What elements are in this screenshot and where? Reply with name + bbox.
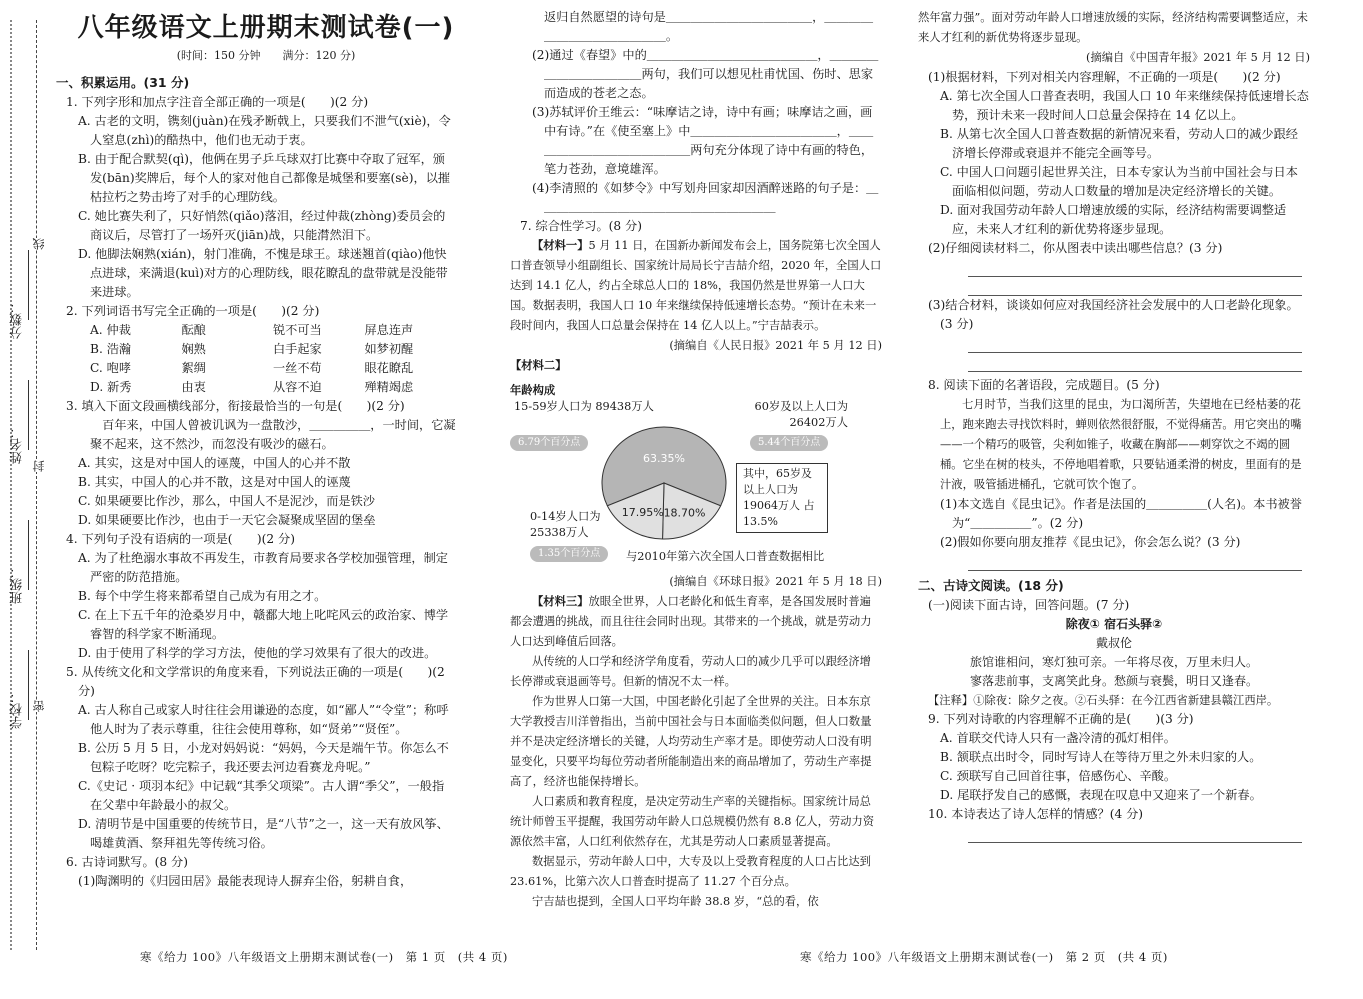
- material2-label: 【材料二】: [510, 359, 567, 372]
- q8-2: (2)假如你要向朋友推荐《昆虫记》，你会怎么说？(3 分): [940, 535, 1241, 549]
- q8-2-answer-line-1[interactable]: [968, 552, 1302, 571]
- col1-item: B. 每个中学生将来都希望自己成为有用之才。: [78, 589, 327, 603]
- poem-note: 【注释】①除夜：除夕之夜。②石头驿：在今江西省新建县赣江西岸。: [928, 694, 1279, 707]
- q10: 10. 本诗表达了诗人怎样的情感？(4 分): [928, 807, 1144, 821]
- material1-source: (摘编自《人民日报》2021 年 5 月 12 日): [669, 339, 882, 352]
- q8: 8. 阅读下面的名著语段，完成题目。(5 分): [928, 378, 1160, 392]
- col1-item: 2. 下列词语书写完全正确的一项是( )(2 分): [66, 304, 320, 318]
- q9-opt-d: D. 尾联抒发自己的感慨，表现在叹息中又迎来了一个新春。: [940, 788, 1262, 802]
- binding-strip: [0, 0, 52, 999]
- q7-1-opt-c: C. 中国人口问题引起世界关注，日本专家认为当前中国社会与日本面临相似问题，劳动人口数量的增加是决定经济增长的关键。: [940, 165, 1298, 198]
- chart-badge-1: 6.79个百分点: [510, 435, 588, 451]
- material3-continued: [918, 8, 1310, 68]
- binding-label-school: 学校：: [10, 690, 25, 729]
- col1-item: C. 在上下五千年的沧桑岁月中，赣鄱大地上叱咤风云的政治家、博学睿智的科学家不断涌现。: [78, 608, 449, 641]
- chart-title: 年龄构成: [510, 384, 556, 397]
- chart-note: 与2010年第六次全国人口普查数据相比: [626, 550, 825, 563]
- material2: [510, 356, 882, 592]
- col1-item: 一、积累运用。(31 分): [56, 75, 190, 90]
- col1-item: A. 古老的文明，镌刻(juàn)在残矛断戟上，只要我们不泄气(xiè)，令人窒息(zhì)的酷热中，他们也无动于衷。: [78, 114, 451, 147]
- section2-title: 二、古诗文阅读。(18 分): [918, 578, 1064, 593]
- binding-mark-mi: 密: [30, 700, 49, 712]
- chart-label-0-14: 0-14岁人口为 25338万人: [530, 510, 601, 539]
- binding-field-score[interactable]: [28, 250, 29, 320]
- col2-item: 7. 综合性学习。(8 分): [520, 219, 642, 233]
- binding-dotted-line: [10, 20, 12, 950]
- chart-callout: 其中，65岁及以上人口为 19064万人 占13.5%: [736, 463, 828, 533]
- option-cell: 娴熟: [181, 342, 206, 356]
- page2-column1: [918, 8, 1310, 843]
- chart-badge-3: 1.35个百分点: [530, 546, 608, 562]
- binding-mark-xian: 线: [30, 238, 49, 250]
- col1-item: 1. 下列字形和加点字注音全部正确的一项是( )(2 分): [66, 95, 369, 109]
- q7-3: (3)结合材料，谈谈如何应对我国经济社会发展中的人口老龄化现象。(3 分): [928, 298, 1299, 331]
- page1-column2: [510, 8, 882, 912]
- exam-title: 八年级语文上册期末测试卷(一): [77, 13, 455, 43]
- col1-item: B. 其实，中国人的心并不散，这是对中国人的诬蔑: [78, 475, 351, 489]
- section2-sub1: (一)阅读下面古诗，回答问题。(7 分): [928, 598, 1130, 612]
- q8-passage: [918, 395, 1310, 495]
- col1-item: D. 由于使用了科学的学习方法，使他的学习效果有了很大的改进。: [78, 646, 437, 660]
- q8-passage-text: 七月时节，当我们这里的昆虫，为口渴所苦，失望地在已经枯萎的花上，跑来跑去寻找饮料时，蝉则依然很舒服，不觉得痛苦。用它突出的嘴——一个精巧的吸管，尖利如锥子，收藏在胸部——刺穿饮之不竭的圆桶。它坐在树的枝头，不停地唱着歌，只要钻通柔滑的树皮，里面有的是汁液，吸管插进桶孔，它就可饮个饱了。: [940, 398, 1302, 491]
- material1-text: 5 月 11 日，在国新办新闻发布会上，国务院第七次全国人口普查领导小组副组长、国家统计局局长宁吉喆介绍，2020 年，全国人口达到 14.1 亿人，约占全球总人口的 18%，我国仍然是世界第一人口大国。数据表明，我国人口 10 年来继续保持低速增长态势。“预计在未来一段时间内，我国人口总量会保持在 14 亿人以上。”宁吉喆表示。: [510, 239, 882, 332]
- binding-label-class: 班级：: [10, 565, 25, 604]
- option-cell: 眼花瞭乱: [364, 361, 414, 375]
- col1-item: B. 由于配合默契(qì)，他俩在男子乒乓球双打比赛中夺取了冠军，颁发(bān)奖牌后，每个人的家对他自己都像是城堡和要塞(sè)，以摧枯拉朽之势击垮了对手的心理防线。: [78, 152, 451, 204]
- col1-item: [56, 321, 456, 340]
- col1-item: A. 古人称自己或家人时往往会用谦逊的态度，如“鄙人”“令堂”；称呼他人时为了表示尊重，往往会使用尊称，如“贤弟”“贤侄”。: [78, 703, 449, 736]
- material3-source: (摘编自《中国青年报》2021 年 5 月 12 日): [1086, 51, 1310, 64]
- q10-answer-line-1[interactable]: [968, 824, 1302, 843]
- material3-para-1: 从传统的人口学和经济学角度看，劳动人口的减少几乎可以跟经济增长停滞或衰退画等号。但新的情况不太一样。: [510, 655, 871, 688]
- q7-1-opt-d: D. 面对我国劳动年龄人口增速放缓的实际，经济结构需要调整适应，未来人才红利的新优势将逐步显现。: [940, 203, 1287, 236]
- col1-item: A. 为了杜绝溺水事故不再发生，市教育局要求各学校加强管理，制定严密的防范措施。: [78, 551, 448, 584]
- pie-slice-label: 17.95%: [621, 505, 664, 519]
- col1-item: [56, 378, 456, 397]
- option-cell: 由衷: [181, 380, 206, 394]
- q7-2-answer-line-2[interactable]: [968, 277, 1302, 296]
- col2-item: 返归自然愿望的诗句是＿＿＿＿＿＿＿＿＿＿＿＿，＿＿＿＿＿＿＿＿＿＿＿＿＿＿。: [544, 10, 874, 43]
- binding-label-score: 分数：: [10, 300, 25, 339]
- option-cell: 锐不可当: [273, 323, 322, 337]
- q7-2-answer-line-1[interactable]: [968, 258, 1302, 277]
- col2-item: (2)通过《春望》中的＿＿＿＿＿＿＿＿＿＿＿＿＿＿，＿＿＿＿＿＿＿＿＿＿＿＿两句，我们可以想见杜甫忧国、伤时、思家而造成的苍老之态。: [532, 48, 879, 100]
- poem-line-1: 旅馆谁相问，寒灯独可亲。一年将尽夜，万里未归人。: [969, 655, 1258, 669]
- col1-item: (1)陶渊明的《归园田居》最能表现诗人摒弃尘俗，躬耕自食，: [78, 874, 413, 888]
- q7-1-opt-a: A. 第七次全国人口普查表明，我国人口 10 年来继续保持低速增长态势，预计未来一段时间人口总量会保持在 14 亿以上。: [940, 89, 1309, 122]
- pie-svg: [510, 381, 882, 571]
- q9: 9. 下列对诗歌的内容理解不正确的是( )(3 分): [928, 712, 1194, 726]
- col1-item: 5. 从传统文化和文学常识的角度来看，下列说法正确的一项是( )(2 分): [66, 665, 445, 698]
- binding-field-class[interactable]: [28, 520, 29, 590]
- col1-item: 6. 古诗词默写。(8 分): [66, 855, 188, 869]
- col1-item: B. 公历 5 月 5 日，小龙对妈妈说：“妈妈，今天是端午节。你怎么不包粽子吃呀？吃完粽子，我还要去河边看赛龙舟呢。”: [78, 741, 449, 774]
- col1-item: [56, 359, 456, 378]
- col1-item: [56, 340, 456, 359]
- q7-2: (2)仔细阅读材料二，你从图表中读出哪些信息？(3 分): [928, 241, 1223, 255]
- binding-label-name: 姓名：: [10, 425, 25, 464]
- binding-mark-feng: 封: [30, 460, 49, 472]
- binding-field-school[interactable]: [28, 650, 29, 720]
- col1-item: C.《史记 · 项羽本纪》中记载“其季父项梁”。古人谓“季父”，一般指在父辈中年龄最小的叔父。: [78, 779, 445, 812]
- q9-opt-b: B. 颔联点出时令，同时写诗人在等待万里之外未归家的人。: [940, 750, 1262, 764]
- col2-item: (4)李清照的《如梦令》中写划舟回家却因酒醉迷路的句子是：＿＿＿＿＿＿＿＿＿＿＿＿＿＿＿＿＿＿＿＿: [532, 181, 879, 214]
- col1-item: C. 她比赛失利了，只好悄然(qiǎo)落泪，经过仲裁(zhòng)委员会的商议后，尽管打了一场歼灭(jiān)战，只能潸然泪下。: [78, 209, 446, 242]
- footer-page-1: 寒《给力 100》八年级语文上册期末测试卷(一) 第 1 页 (共 4 页): [140, 950, 508, 964]
- option-cell: 从容不迫: [273, 380, 322, 394]
- material3-para-2: 作为世界人口第一大国，中国老龄化引起了全世界的关注。日本东京大学教授吉川洋曾指出，当前中国社会与日本面临类似问题，但人口数量并不是决定经济增长的关键，人均劳动生产率才是。即使劳动人口没有明显变化，只要平均每位劳动者所能制造出来的商品增加了，劳动生产率提高了，经济也能保持增长。: [510, 695, 872, 788]
- material1: [510, 236, 882, 356]
- poem-title: 除夜① 宿石头驿②: [1065, 617, 1163, 631]
- poem-author: 戴叔伦: [1095, 636, 1132, 650]
- page1-column1: [56, 8, 456, 891]
- col1-questions: [56, 72, 456, 891]
- option-cell: 絮绸: [181, 361, 206, 375]
- col1-item: D. 清明节是中国重要的传统节日，是“八节”之一，这一天有放风筝、喝雄黄酒、祭拜祖先等传统习俗。: [78, 817, 449, 850]
- option-cell: 一丝不苟: [273, 361, 322, 375]
- q7-1: (1)根据材料，下列对相关内容理解，不正确的一项是( )(2 分): [928, 70, 1281, 84]
- chart-label-15-59: 15-59岁人口为 89438万人: [514, 400, 654, 413]
- age-pie-chart: [510, 380, 882, 570]
- material3-para-0: 放眼全世界，人口老龄化和低生育率，是各国发展时普遍都会遭遇的挑战，而且往往会同时出现。其带来的一个挑战，就是劳动力人口达到峰值后回落。: [510, 595, 872, 648]
- material3-label: 【材料三】: [532, 595, 589, 608]
- q7-3-answer-line-2[interactable]: [968, 353, 1302, 372]
- option-cell: A. 仲裁: [90, 323, 131, 337]
- material3-cont-text: 然年富力强”。面对劳动年龄人口增速放缓的实际，经济结构需要调整适应，未来人才红利的新优势将逐步显现。: [918, 11, 1308, 44]
- material3-para-3: 人口素质和教育程度，是决定劳动生产率的关键指标。国家统计局总统计师曾玉平提醒，我国劳动年龄人口总规模仍然有 8.8 亿人，劳动力资源依然丰富，人口红利依然存在，尤其是劳动人口素质显著提高。: [510, 795, 875, 848]
- q9-opt-a: A. 首联交代诗人只有一盏冷清的孤灯相伴。: [940, 731, 1176, 745]
- col1-item: C. 如果硬要比作沙，那么，中国人不是泥沙，而是铁沙: [78, 494, 375, 508]
- pie-slice-label: 18.70%: [663, 506, 706, 520]
- material3-para-5: 宁吉喆也提到，全国人口平均年龄 38.8 岁，“总的看，依: [532, 895, 819, 908]
- option-cell: 白手起家: [273, 342, 322, 356]
- option-cell: 酝酿: [181, 323, 206, 337]
- material3-para-4: 数据显示，劳动年龄人口中，大专及以上受教育程度的人口占比达到 23.61%，比第六次人口普查时提高了 11.27 个百分点。: [510, 855, 871, 888]
- option-cell: C. 咆哮: [90, 361, 132, 375]
- col2-item: (3)苏轼评价王维云：“味摩诘之诗，诗中有画；味摩诘之画，画中有诗。”在《使至塞上》中＿＿＿＿＿＿＿＿＿＿＿＿，＿＿＿＿＿＿＿＿＿＿＿＿＿＿两句充分体现了诗中有画的特色，笔力苍劲，意境雄浑。: [532, 105, 874, 176]
- q8-1: (1)本文选自《昆虫记》。作者是法国的＿＿＿＿＿(人名)。本书被誉为“＿＿＿＿＿”。(2 分): [940, 497, 1302, 530]
- material1-label: 【材料一】: [532, 239, 589, 252]
- col1-item: 4. 下列句子没有语病的一项是( )(2 分): [66, 532, 295, 546]
- option-cell: 如梦初醒: [364, 342, 414, 356]
- col1-item: D. 如果硬要比作沙，也由于一天它会凝聚成坚固的堡垒: [78, 513, 376, 527]
- col2-questions: [510, 8, 882, 236]
- exam-subtitle: (时间：150 分钟 满分：120 分): [176, 49, 356, 62]
- footer-page-2: 寒《给力 100》八年级语文上册期末测试卷(一) 第 2 页 (共 4 页): [800, 950, 1168, 964]
- pie-slice-label: 63.35%: [643, 451, 685, 465]
- chart-badge-2: 5.44个百分点: [750, 435, 828, 451]
- q9-opt-c: C. 颈联写自己回首往事，倍感伤心、辛酸。: [940, 769, 1177, 783]
- binding-seal-line: [36, 20, 37, 950]
- material2-source: (摘编自《环球日报》2021 年 5 月 18 日): [669, 575, 882, 588]
- chart-label-60plus: 60岁及以上人口为 26402万人: [754, 400, 848, 429]
- option-cell: B. 浩瀚: [90, 342, 132, 356]
- option-cell: 殚精竭虑: [364, 380, 414, 394]
- poem-line-2: 寥落悲前事，支离笑此身。愁颜与衰鬓，明日又逢春。: [969, 674, 1258, 688]
- material3: [510, 592, 882, 912]
- binding-field-name[interactable]: [28, 380, 29, 450]
- option-cell: 屏息连声: [364, 323, 414, 337]
- col1-item: 3. 填入下面文段画横线部分，衔接最恰当的一句是( )(2 分): [66, 399, 405, 413]
- col1-item: D. 他脚法娴熟(xián)，射门准确，不愧是球王。球迷翘首(qiào)他快点进球，来满退(kuì)对方的心理防线，眼花瞭乱的盘带就是没能带来进球。: [78, 247, 448, 299]
- q7-3-answer-line-1[interactable]: [968, 334, 1302, 353]
- col1-item: A. 其实，这是对中国人的诬蔑，中国人的心并不散: [78, 456, 351, 470]
- col1-item: 百年来，中国人曾被讥讽为一盘散沙，＿＿＿＿＿，一时间，它凝聚不起来，这不然沙，而忽没有吸沙的磁石。: [90, 418, 456, 451]
- option-cell: D. 新秀: [90, 380, 132, 394]
- q7-1-opt-b: B. 从第七次全国人口普查数据的新情况来看，劳动人口的减少跟经济增长停滞或衰退并不能完全画等号。: [940, 127, 1298, 160]
